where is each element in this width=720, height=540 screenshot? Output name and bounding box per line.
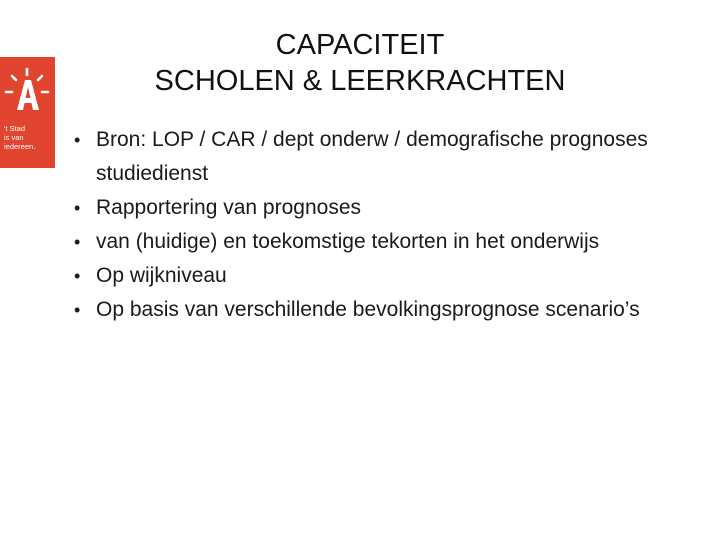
list-item: • Op basis van verschillende bevolkingsprognose scenario’s [74, 298, 640, 321]
list-item: • van (huidige) en toekomstige tekorten in het onderwijs [74, 230, 600, 253]
list-item: • Bron: LOP / CAR / dept onderw / demografische prognoses studiedienst [74, 128, 648, 185]
title-line-2: SCHOLEN & LEERKRACHTEN [154, 65, 566, 97]
title-line-1: CAPACITEIT [275, 29, 445, 61]
list-item: • Rapportering van prognoses [74, 196, 362, 219]
list-item: • Op wijkniveau [74, 264, 227, 287]
slide-title [0, 27, 720, 99]
logo-tagline: 't Stad is van iedereen. [4, 124, 36, 151]
bullet-list [74, 123, 694, 327]
